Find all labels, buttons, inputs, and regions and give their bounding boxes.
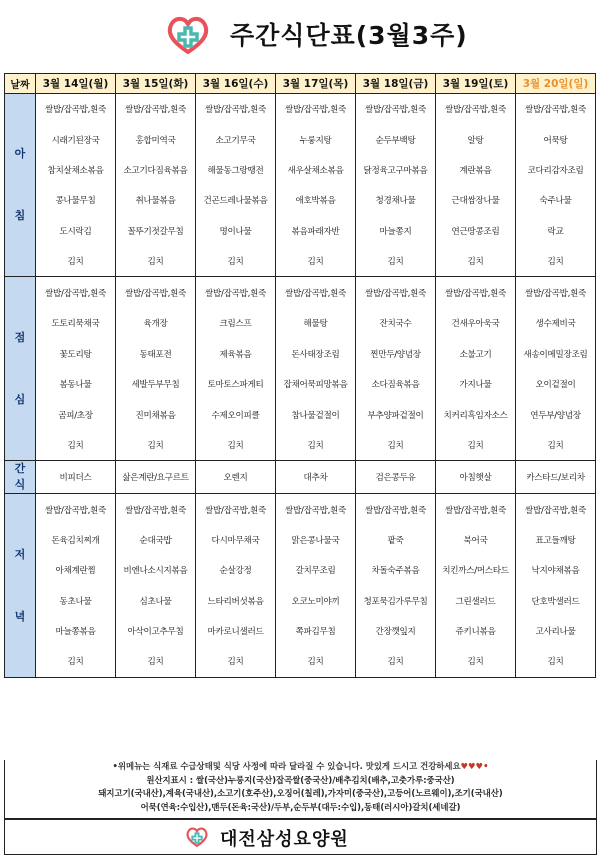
menu-item: 콩나물무침 xyxy=(55,196,96,207)
meal-row-lunch xyxy=(5,277,596,461)
meal-label-char: 침 xyxy=(14,209,26,223)
menu-item: 낙지야채볶음 xyxy=(531,566,580,577)
menu-item: 오코노미야끼 xyxy=(291,596,340,607)
menu-item: 간장깻잎지 xyxy=(375,627,416,638)
menu-item: 볶음파래자반 xyxy=(291,226,340,237)
menu-item: 명이나물 xyxy=(219,226,252,237)
menu-item: 쌀밥/잡곡밥,흰죽 xyxy=(284,288,347,299)
notes-section xyxy=(4,760,597,819)
menu-item: 다시마무채국 xyxy=(211,535,260,546)
day-menu-cell xyxy=(276,94,356,277)
menu-item: 연근땅콩조림 xyxy=(451,226,500,237)
menu-item: 부추양파겉절이 xyxy=(367,410,424,421)
menu-item: 잡채어묵피망볶음 xyxy=(283,380,348,391)
menu-item: 쌀밥/잡곡밥,흰죽 xyxy=(444,505,507,516)
menu-item: 봄동나물 xyxy=(59,380,92,391)
meal-label-char: 아 xyxy=(14,147,26,161)
hospital-heart-cross-logo-icon xyxy=(185,825,209,849)
menu-item: 갈치무조림 xyxy=(295,566,336,577)
menu-item: 동태포전 xyxy=(139,349,172,360)
menu-item: 느타리버섯볶음 xyxy=(207,596,264,607)
menu-item: 그린샐러드 xyxy=(455,596,496,607)
menu-item: 대추차 xyxy=(303,473,328,484)
menu-item: 비피더스 xyxy=(59,473,92,484)
menu-item: 쌀밥/잡곡밥,흰죽 xyxy=(284,105,347,116)
day-menu-cell xyxy=(436,277,516,461)
menu-item: 쪽파김무침 xyxy=(295,627,336,638)
menu-item: 쥬키니볶음 xyxy=(455,627,496,638)
menu-item: 쌀밥/잡곡밥,흰죽 xyxy=(364,288,427,299)
menu-item: 꽃도리탕 xyxy=(59,349,92,360)
menu-item: 김치 xyxy=(467,657,484,668)
meal-label-char: 심 xyxy=(14,392,26,406)
footer xyxy=(4,818,597,855)
menu-item: 김치 xyxy=(547,657,564,668)
day-menu-cell xyxy=(36,494,116,677)
day-header: 3월 14일(월) xyxy=(36,74,116,94)
day-menu-cell xyxy=(436,461,516,494)
meal-label-lunch xyxy=(5,277,36,461)
menu-item: 동초나물 xyxy=(59,596,92,607)
day-menu-cell xyxy=(116,277,196,461)
day-header: 3월 16일(수) xyxy=(196,74,276,94)
menu-item: 차돌숙주볶음 xyxy=(371,566,420,577)
facility-name: 대전삼성요양원 xyxy=(220,829,349,850)
menu-item: 애호박볶음 xyxy=(295,196,336,207)
menu-item: 김치 xyxy=(547,441,564,452)
menu-item: 치킨까스/머스타드 xyxy=(442,566,509,577)
origin-line: 돼지고기(국내산),계육(국내산),소고기(호주산),오징어(칠레),가자미(중국산),고등어(노르웨이),조기(국내산) xyxy=(98,788,503,798)
menu-item: 쌀밥/잡곡밥,흰죽 xyxy=(364,505,427,516)
menu-item: 근대쌈장나물 xyxy=(451,196,500,207)
menu-item: 비엔나소시지볶음 xyxy=(123,566,188,577)
menu-item: 김치 xyxy=(67,441,84,452)
menu-item: 카스타드/보리차 xyxy=(526,473,585,484)
date-corner-label: 날짜 xyxy=(5,74,36,94)
menu-item: 건곤드레나물볶음 xyxy=(203,196,268,207)
day-menu-cell xyxy=(516,94,596,277)
menu-item: 쌀밥/잡곡밥,흰죽 xyxy=(204,288,267,299)
day-menu-cell xyxy=(356,494,436,677)
meal-label-breakfast xyxy=(5,94,36,277)
day-menu-cell xyxy=(196,461,276,494)
menu-item: 알탕 xyxy=(467,135,484,146)
menu-item: 진미채볶음 xyxy=(135,410,176,421)
menu-item: 김치 xyxy=(387,257,404,268)
menu-item: 마늘쫑볶음 xyxy=(55,627,96,638)
menu-item: 단호박샐러드 xyxy=(531,596,580,607)
menu-item: 쌀밥/잡곡밥,흰죽 xyxy=(124,288,187,299)
day-header: 3월 15일(화) xyxy=(116,74,196,94)
menu-item: 시래기된장국 xyxy=(51,135,100,146)
menu-item: 쌀밥/잡곡밥,흰죽 xyxy=(44,505,107,516)
weekly-menu-table xyxy=(4,73,596,678)
menu-item: 쌀밥/잡곡밥,흰죽 xyxy=(44,288,107,299)
day-menu-cell xyxy=(516,277,596,461)
day-header-sunday: 3월 20일(일) xyxy=(516,74,596,94)
menu-item: 김치 xyxy=(467,441,484,452)
menu-item: 크림스프 xyxy=(219,319,252,330)
menu-item: 돈사태장조림 xyxy=(291,349,340,360)
menu-item: 심초나물 xyxy=(139,596,172,607)
day-menu-cell xyxy=(276,461,356,494)
meal-label-char: 간 xyxy=(14,462,26,476)
menu-item: 쌀밥/잡곡밥,흰죽 xyxy=(124,105,187,116)
menu-item: 마늘쫑지 xyxy=(379,226,412,237)
day-menu-cell xyxy=(196,277,276,461)
meal-label-dinner xyxy=(5,494,36,677)
menu-item: 누룽지탕 xyxy=(299,135,332,146)
menu-item: 김치 xyxy=(67,257,84,268)
menu-item: 아채계란찜 xyxy=(55,566,96,577)
meal-label-char: 점 xyxy=(14,330,26,344)
menu-item: 잔치국수 xyxy=(379,319,412,330)
menu-item: 쌀밥/잡곡밥,흰죽 xyxy=(284,505,347,516)
menu-item: 마카로니샐러드 xyxy=(207,627,264,638)
day-menu-cell xyxy=(356,461,436,494)
meal-row-snack xyxy=(5,461,596,494)
menu-item: 김치 xyxy=(67,657,84,668)
menu-item: 쌀밥/잡곡밥,흰죽 xyxy=(44,105,107,116)
day-menu-cell xyxy=(276,494,356,677)
menu-item: 김치 xyxy=(307,657,324,668)
menu-item: 도시락김 xyxy=(59,226,92,237)
menu-item: 쌀밥/잡곡밥,흰죽 xyxy=(444,288,507,299)
day-menu-cell xyxy=(516,494,596,677)
header xyxy=(0,0,600,72)
meal-label-char: 저 xyxy=(14,547,26,561)
menu-item: 락교 xyxy=(547,226,564,237)
menu-item: 어묵탕 xyxy=(543,135,568,146)
menu-item: 제육볶음 xyxy=(219,349,252,360)
menu-item: 청경채나물 xyxy=(375,196,416,207)
date-header-row xyxy=(5,74,596,94)
menu-item: 쌀밥/잡곡밥,흰죽 xyxy=(204,505,267,516)
menu-item: 고사리나물 xyxy=(535,627,576,638)
meal-label-snack xyxy=(5,461,36,494)
page-title: 주간식단표(3월3주) xyxy=(230,21,468,50)
day-menu-cell xyxy=(36,277,116,461)
menu-item: 소다짐육볶음 xyxy=(371,380,420,391)
menu-item: 청포묵김가루무침 xyxy=(363,596,428,607)
menu-item: 곰피/초장 xyxy=(58,410,93,421)
menu-item: 소고기다짐육볶음 xyxy=(123,165,188,176)
menu-item: 쌀밥/잡곡밥,흰죽 xyxy=(204,105,267,116)
day-menu-cell xyxy=(356,94,436,277)
notice-text: •위메뉴는 식재료 수급상태및 식당 사정에 따라 달라질 수 있습니다. 맛있게 드시고 건강하세요 xyxy=(112,761,461,771)
menu-item: 김치 xyxy=(227,441,244,452)
menu-item: 쌀밥/잡곡밥,흰죽 xyxy=(124,505,187,516)
menu-item: 소불고기 xyxy=(459,349,492,360)
menu-item: 김치 xyxy=(147,257,164,268)
meal-label-char: 녁 xyxy=(14,609,26,623)
menu-item: 육개장 xyxy=(143,319,168,330)
menu-item: 김치 xyxy=(227,257,244,268)
menu-item: 도토리묵채국 xyxy=(51,319,100,330)
menu-item: 참치살채소볶음 xyxy=(47,165,104,176)
menu-item: 홍합미역국 xyxy=(135,135,176,146)
origin-line: 어묵(연육:수입산),맨두(돈육:국산)/두부,순두부(대두:수입),동태(러시아)갈치(세네갈) xyxy=(140,801,461,812)
day-menu-cell xyxy=(36,461,116,494)
menu-item: 김치 xyxy=(387,441,404,452)
menu-item: 수제오이피클 xyxy=(211,410,260,421)
menu-item: 해물동그랑땡전 xyxy=(207,165,264,176)
menu-item: 꼴뚜기젓갈무침 xyxy=(127,226,184,237)
menu-item: 새우살채소볶음 xyxy=(287,165,344,176)
day-menu-cell xyxy=(436,94,516,277)
menu-item: 연두부/양념장 xyxy=(530,410,581,421)
menu-item: 쌀밥/잡곡밥,흰죽 xyxy=(444,105,507,116)
hearts-icon: ♥♥♥• xyxy=(460,761,489,771)
menu-item: 참나물겉절이 xyxy=(291,410,340,421)
day-menu-cell xyxy=(196,94,276,277)
day-menu-cell xyxy=(36,94,116,277)
menu-item: 닭정육고구마볶음 xyxy=(363,165,428,176)
menu-item: 쌀밥/잡곡밥,흰죽 xyxy=(524,288,587,299)
menu-item: 건새우아욱국 xyxy=(451,319,500,330)
menu-item: 김치 xyxy=(547,257,564,268)
day-menu-cell xyxy=(116,494,196,677)
menu-item: 생수제비국 xyxy=(535,319,576,330)
meal-row-breakfast xyxy=(5,94,596,277)
menu-item: 찐만두/양념장 xyxy=(370,349,421,360)
menu-item: 가지나물 xyxy=(459,380,492,391)
menu-item: 김치 xyxy=(387,657,404,668)
menu-item: 코다리감자조림 xyxy=(527,165,584,176)
day-menu-cell xyxy=(116,461,196,494)
menu-item: 오렌지 xyxy=(223,473,248,484)
menu-item: 세발두부무침 xyxy=(131,380,180,391)
menu-item: 김치 xyxy=(307,441,324,452)
meal-label-char: 식 xyxy=(14,478,26,492)
menu-item: 표고들깨탕 xyxy=(535,535,576,546)
day-menu-cell xyxy=(196,494,276,677)
menu-item: 북어국 xyxy=(463,535,488,546)
menu-item: 맑은콩나물국 xyxy=(291,535,340,546)
menu-item: 검은콩두유 xyxy=(375,473,416,484)
menu-item: 김치 xyxy=(467,257,484,268)
menu-item: 소고기무국 xyxy=(215,135,256,146)
menu-item: 치커리흑임자소스 xyxy=(443,410,508,421)
menu-item: 김치 xyxy=(307,257,324,268)
menu-item: 김치 xyxy=(227,657,244,668)
day-menu-cell xyxy=(356,277,436,461)
menu-item: 김치 xyxy=(147,441,164,452)
origin-line: 원산지표시 : 쌀(국산)누룽지(국산)잡곡쌀(중국산)/배추김치(배추,고춧가루:중국산) xyxy=(146,774,455,785)
menu-item: 순대국밥 xyxy=(139,535,172,546)
menu-item: 숙주나물 xyxy=(539,196,572,207)
menu-item: 해물탕 xyxy=(303,319,328,330)
menu-item: 순두부백탕 xyxy=(375,135,416,146)
menu-item: 순살강정 xyxy=(219,566,252,577)
menu-item: 쌀밥/잡곡밥,흰죽 xyxy=(364,105,427,116)
menu-item: 아침햇살 xyxy=(459,473,492,484)
menu-item: 토마토스파게티 xyxy=(207,380,264,391)
day-header: 3월 19일(토) xyxy=(436,74,516,94)
day-menu-cell xyxy=(516,461,596,494)
menu-item: 오이겉절이 xyxy=(535,380,576,391)
day-menu-cell xyxy=(116,94,196,277)
day-header: 3월 18일(금) xyxy=(356,74,436,94)
hospital-heart-cross-logo-icon xyxy=(165,12,211,58)
menu-item: 계란볶음 xyxy=(459,165,492,176)
notice-line xyxy=(5,760,596,774)
menu-item: 새송이메밀장조림 xyxy=(523,349,588,360)
day-menu-cell xyxy=(276,277,356,461)
meal-row-dinner xyxy=(5,494,596,677)
menu-item: 삶은계란/요구르트 xyxy=(122,473,189,484)
menu-item: 취나물볶음 xyxy=(135,196,176,207)
menu-item: 김치 xyxy=(147,657,164,668)
menu-item: 돈육김치찌개 xyxy=(51,535,100,546)
menu-item: 쌀밥/잡곡밥,흰죽 xyxy=(524,505,587,516)
day-header: 3월 17일(목) xyxy=(276,74,356,94)
menu-item: 쌀밥/잡곡밥,흰죽 xyxy=(524,105,587,116)
day-menu-cell xyxy=(436,494,516,677)
menu-item: 아삭이고추무침 xyxy=(127,627,184,638)
menu-item: 팥죽 xyxy=(387,535,404,546)
